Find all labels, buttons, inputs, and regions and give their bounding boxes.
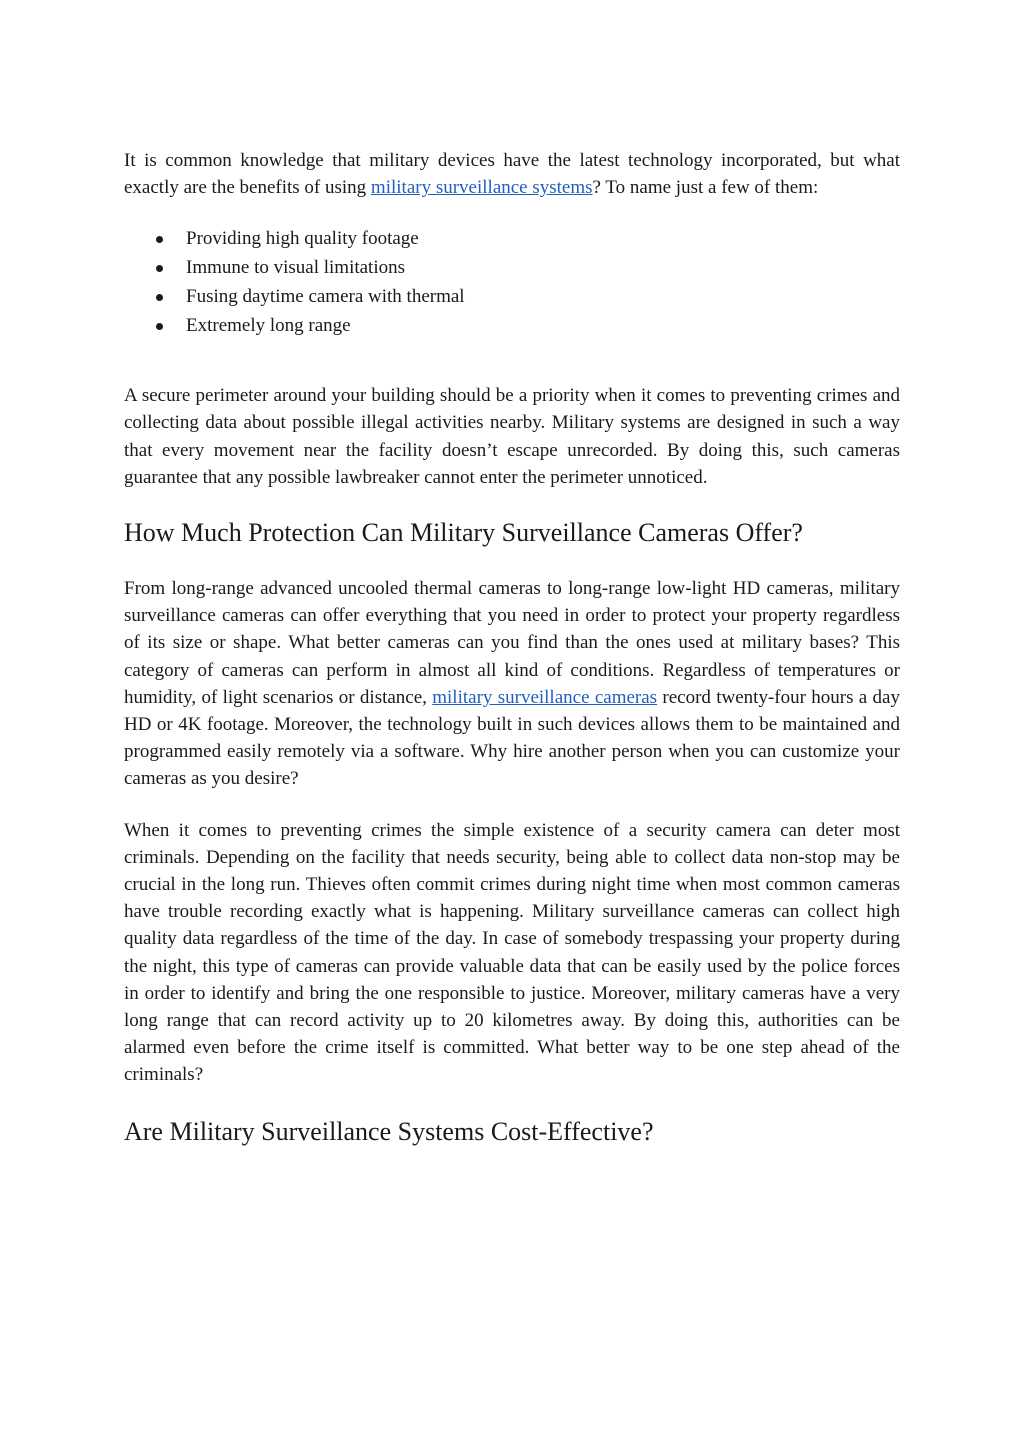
bullet-icon <box>156 236 163 243</box>
perimeter-paragraph: A secure perimeter around your building should be a priority when it comes to preventing crimes and collecting data about possible illegal activities nearby. Military systems are designed in such a way that every movement near the facility doesn’t escape unrecorded. By doing this, such cameras guarantee that any possible lawbreaker cannot enter the perimeter unnoticed. <box>124 385 900 488</box>
intro-text-before-link: It is common knowledge that military devices have the latest technology incorporated, but what exactly are the benefits of using <box>124 150 900 199</box>
list-item <box>124 283 900 312</box>
military-surveillance-systems-link[interactable]: military surveillance systems <box>370 177 593 199</box>
list-item-label: Extremely long range <box>186 314 351 336</box>
list-item <box>124 225 900 254</box>
bullet-icon <box>156 265 163 272</box>
feature-list <box>124 225 900 340</box>
list-item <box>124 312 900 341</box>
list-item-label: Providing high quality footage <box>186 228 419 250</box>
list-item-label: Fusing daytime camera with thermal <box>186 285 465 307</box>
section-heading-protection: How Much Protection Can Military Surveillance Cameras Offer? <box>124 518 803 548</box>
crime-prevention-paragraph: When it comes to preventing crimes the simple existence of a security camera can deter most criminals. Depending on the facility that needs security, being able to collect data non-stop may be crucial in the long run. Thieves often commit crimes during night time when most common cameras have trouble recording exactly what is happening. Military surveillance cameras can collect high quality data regardless of the time of the day. In case of somebody trespassing your property during the night, this type of cameras can provide valuable data that can be easily used by the police forces in order to identify and bring the one responsible to justice. Moreover, military cameras have a very long range that can record activity up to 20 kilometres away. By doing this, authorities can be alarmed even before the crime itself is committed. What better way to be one step ahead of the criminals? <box>124 819 900 1086</box>
section-heading-cost: Are Military Surveillance Systems Cost-Effective? <box>124 1116 654 1146</box>
bullet-icon <box>156 294 163 301</box>
military-surveillance-cameras-link[interactable]: military surveillance cameras <box>432 686 658 708</box>
protection-text-before-link: From long-range advanced uncooled thermal cameras to long-range low-light HD cameras, military surveillance cameras can offer everything that you need in order to protect your property regardless of its size or shape. What better cameras can you find than the ones used at military bases? This category of cameras can perform in almost all kind of conditions. Regardless of temperatures or humidity, of light scenarios or distance, <box>124 578 900 708</box>
intro-text-after-link: ? To name just a few of them: <box>592 177 819 199</box>
list-item <box>124 254 900 283</box>
bullet-icon <box>156 323 163 330</box>
protection-paragraph <box>124 575 900 793</box>
list-item-label: Immune to visual limitations <box>186 257 406 279</box>
protection-text-after-link: record twenty-four hours a day HD or 4K footage. Moreover, the technology built in such devices allows them to be maintained and programmed easily remotely via a software. Why hire another person when you can customize your cameras as you desire? <box>124 686 900 790</box>
document-page <box>124 147 900 1149</box>
intro-paragraph <box>124 147 900 201</box>
